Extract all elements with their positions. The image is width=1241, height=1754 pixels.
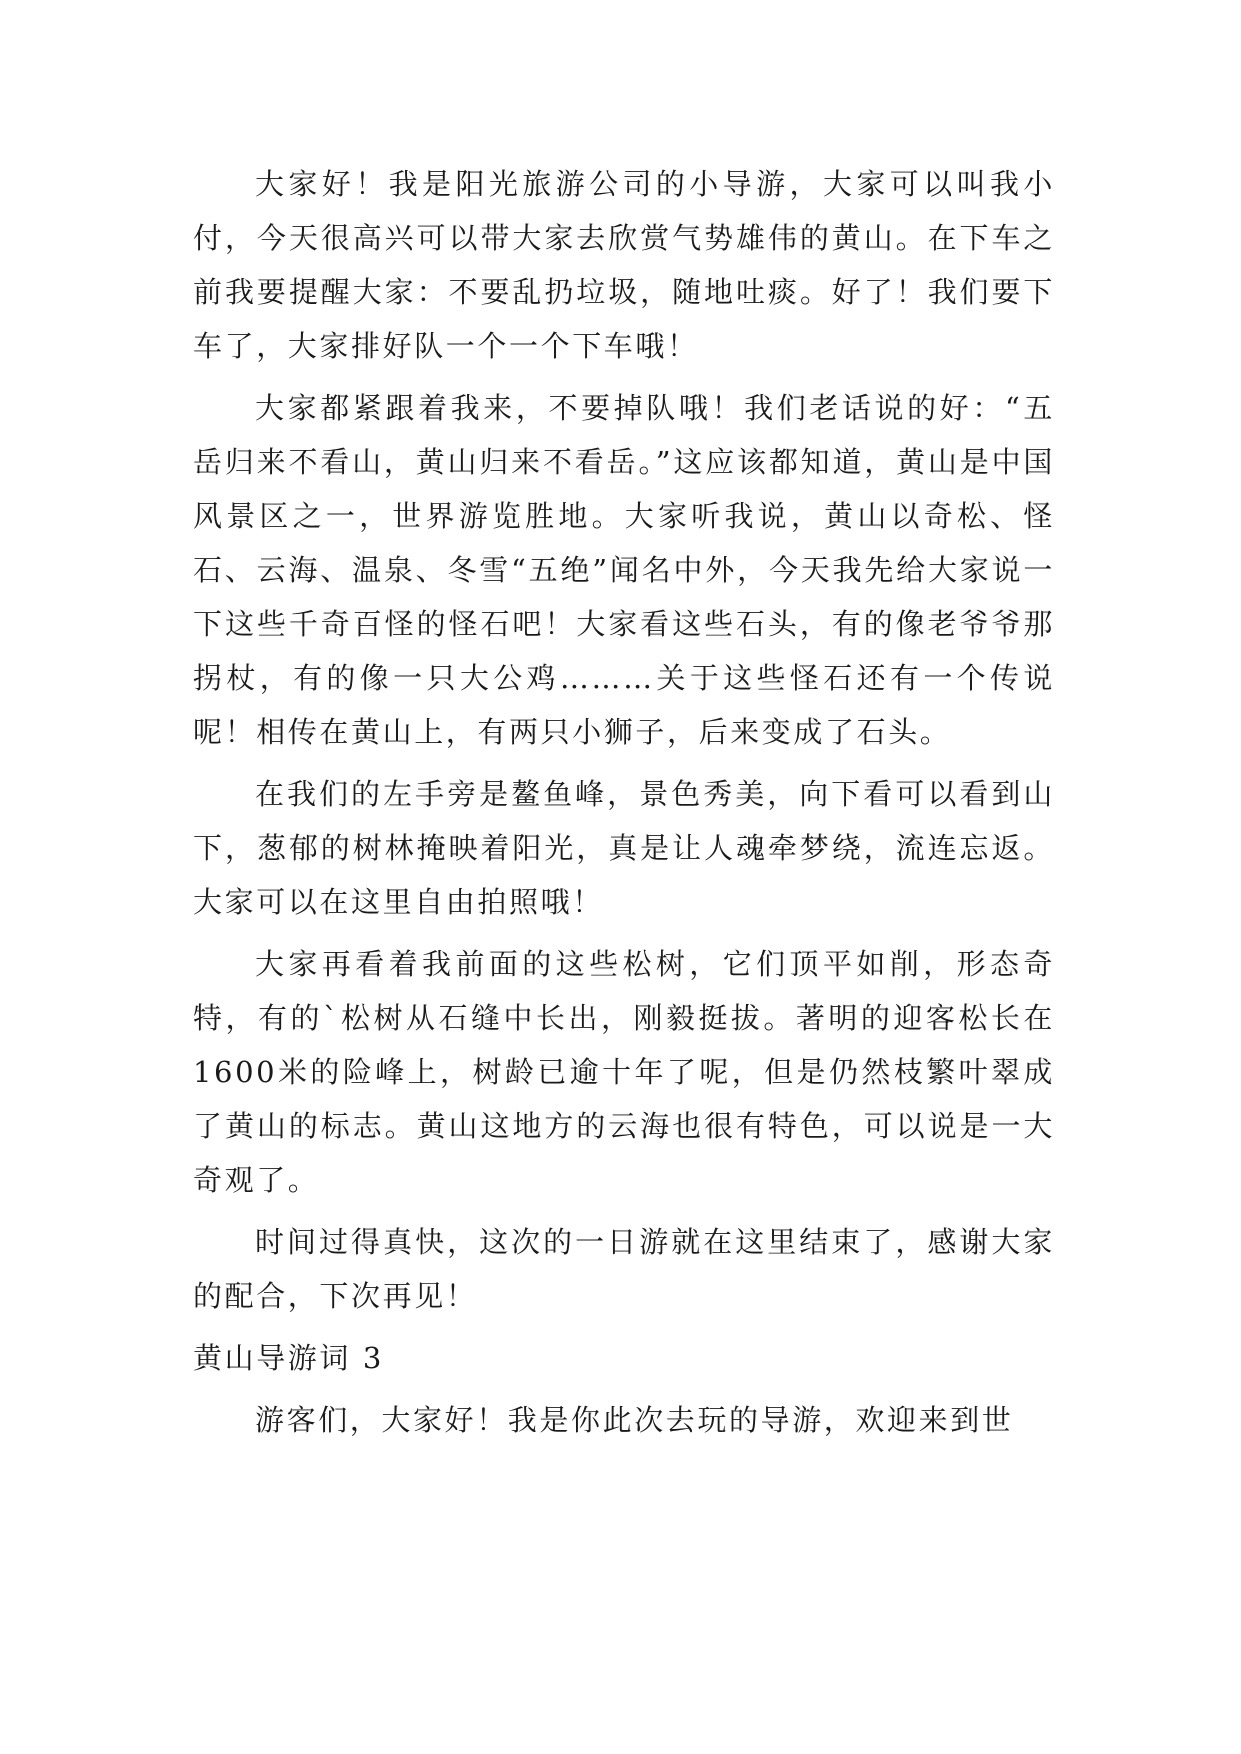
document-page	[193, 157, 1055, 1455]
section-heading: 黄山导游词 3	[193, 1341, 384, 1375]
paragraph-farewell: 时间过得真快，这次的一日游就在这里结束了，感谢大家的配合，下次再见！	[193, 1225, 1055, 1313]
paragraph-next-intro: 游客们，大家好！我是你此次去玩的导游，欢迎来到世	[255, 1403, 1014, 1437]
paragraph-strange-rocks: 大家都紧跟着我来，不要掉队哦！我们老话说的好：“五岳归来不看山，黄山归来不看岳。”这应该都知道，黄山是中国风景区之一，世界游览胜地。大家听我说，黄山以奇松、怪石、云海、温泉、冬雪“五绝”闻名中外，今天我先给大家说一下这些千奇百怪的怪石吧！大家看这些石头，有的像老爷爷那拐杖，有的像一只大公鸡………关于这些怪石还有一个传说呢！相传在黄山上，有两只小狮子，后来变成了石头。	[193, 391, 1055, 749]
paragraph-pine-trees: 大家再看着我前面的这些松树，它们顶平如削，形态奇特，有的`松树从石缝中长出，刚毅挺拔。著明的迎客松长在1600米的险峰上，树龄已逾十年了呢，但是仍然枝繁叶翠成了黄山的标志。黄山这地方的云海也很有特色，可以说是一大奇观了。	[193, 947, 1055, 1197]
paragraph-aoyu-peak: 在我们的左手旁是鳌鱼峰，景色秀美，向下看可以看到山下，葱郁的树林掩映着阳光，真是让人魂牵梦绕，流连忘返。大家可以在这里自由拍照哦！	[193, 777, 1055, 919]
paragraph-greeting: 大家好！我是阳光旅游公司的小导游，大家可以叫我小付，今天很高兴可以带大家去欣赏气势雄伟的黄山。在下车之前我要提醒大家：不要乱扔垃圾，随地吐痰。好了！我们要下车了，大家排好队一个一个下车哦！	[193, 167, 1055, 363]
